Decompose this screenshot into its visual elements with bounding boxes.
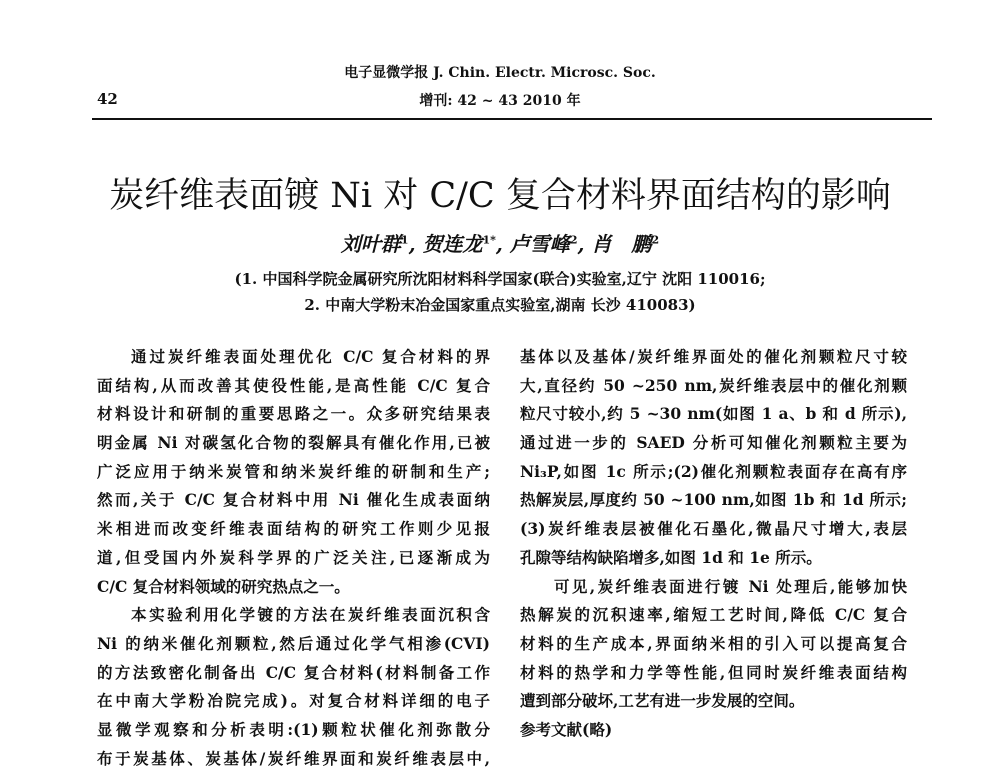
text-line: 可见,炭纤维表面进行镀 Ni 处理后,能够加快: [554, 576, 907, 596]
text-line: 孔隙等结构缺陷增多,如图 1d 和 1e 所示。: [520, 547, 822, 567]
text-line: 通过进一步的 SAED 分析可知催化剂颗粒主要为: [520, 433, 907, 453]
text-line: 通过炭纤维表面处理优化 C/C 复合材料的界: [131, 347, 490, 366]
text-line: 材料的生产成本,界面纳米相的引入可以提高复合: [520, 633, 907, 653]
text-line: 基体以及基体/炭纤维界面处的催化剂颗粒尺寸较: [520, 347, 907, 366]
author-mark: 1*: [482, 233, 496, 247]
text-line: 广泛应用于纳米炭管和纳米炭纤维的研制和生产;: [97, 461, 490, 481]
text-line: 大,直径约 50 ~250 nm,炭纤维表层中的催化剂颗: [520, 375, 907, 395]
text-line: C/C 复合材料领域的研究热点之一。: [97, 576, 350, 596]
article-title: 炭纤维表面镀 Ni 对 C/C 复合材料界面结构的影响: [109, 176, 891, 216]
author-mark: 2: [569, 233, 578, 247]
text-line: 道,但受国内外炭科学界的广泛关注,已逐渐成为: [97, 547, 490, 567]
text-line: 热解炭的沉积速率,缩短工艺时间,降低 C/C 复合: [520, 605, 907, 625]
affiliation-1: (1. 中国科学院金属研究所沈阳材料科学国家(联合)实验室,辽宁 沈阳 110016;: [234, 270, 766, 288]
text-line: 热解炭层,厚度约 50 ~100 nm,如图 1b 和 1d 所示;: [520, 490, 907, 510]
text-line: 明金属 Ni 对碳氢化合物的裂解具有催化作用,已被: [97, 433, 490, 453]
header-rule: [92, 118, 932, 120]
author-name: 刘叶群: [340, 232, 401, 256]
text-line: 本实验利用化学镀的方法在炭纤维表面沉积含: [131, 605, 490, 625]
author-mark: 2: [651, 233, 660, 247]
running-header-issue: 增刊: 42 ~ 43 2010 年: [419, 93, 581, 109]
text-line: Ni₃P,如图 1c 所示;(2)催化剂颗粒表面存在高有序: [520, 461, 907, 481]
text-line: 遭到部分破坏,工艺有进一步发展的空间。: [520, 691, 805, 711]
text-line: 粒尺寸较小,约 5 ~30 nm(如图 1 a、b 和 d 所示),: [520, 404, 907, 424]
text-line: 在中南大学粉冶院完成)。对复合材料详细的电子: [97, 691, 490, 711]
references-heading: 参考文献(略): [520, 719, 613, 739]
author-name: 贺连龙: [422, 232, 483, 256]
text-line: 面结构,从而改善其使役性能,是高性能 C/C 复合: [97, 375, 490, 395]
author-mark: 1: [400, 233, 409, 247]
text-line: 米相进而改变纤维表面结构的研究工作则少见报: [97, 519, 490, 539]
text-line: 材料设计和研制的重要思路之一。众多研究结果表: [97, 404, 490, 424]
running-header-journal: 电子显微学报 J. Chin. Electr. Microsc. Soc.: [344, 65, 656, 81]
body-left-column: [97, 343, 490, 773]
text-line: 布于炭基体、炭基体/炭纤维界面和炭纤维表层中,: [97, 748, 490, 768]
text-line: (3)炭纤维表层被催化石墨化,微晶尺寸增大,表层: [520, 519, 907, 539]
author-list: 刘叶群$^1$, 贺连龙$^{1*}$, 卢雪峰$^2$, 肖 鹏$^2$: [340, 232, 660, 256]
author-name: 卢雪峰: [509, 232, 570, 256]
text-line: 的方法致密化制备出 C/C 复合材料(材料制备工作: [97, 662, 490, 682]
affiliation-2: 2. 中南大学粉末冶金国家重点实验室,湖南 长沙 410083): [304, 296, 696, 314]
text-line: 材料的热学和力学等性能,但同时炭纤维表面结构: [520, 662, 907, 682]
text-line: Ni 的纳米催化剂颗粒,然后通过化学气相渗(CVI): [97, 633, 490, 653]
text-line: 显微学观察和分析表明:(1)颗粒状催化剂弥散分: [97, 719, 490, 739]
text-line: 然而,关于 C/C 复合材料中用 Ni 催化生成表面纳: [97, 490, 490, 510]
author-name: 肖 鹏: [591, 232, 652, 256]
page-number: 42: [97, 90, 118, 108]
body-right-column: [520, 343, 907, 745]
